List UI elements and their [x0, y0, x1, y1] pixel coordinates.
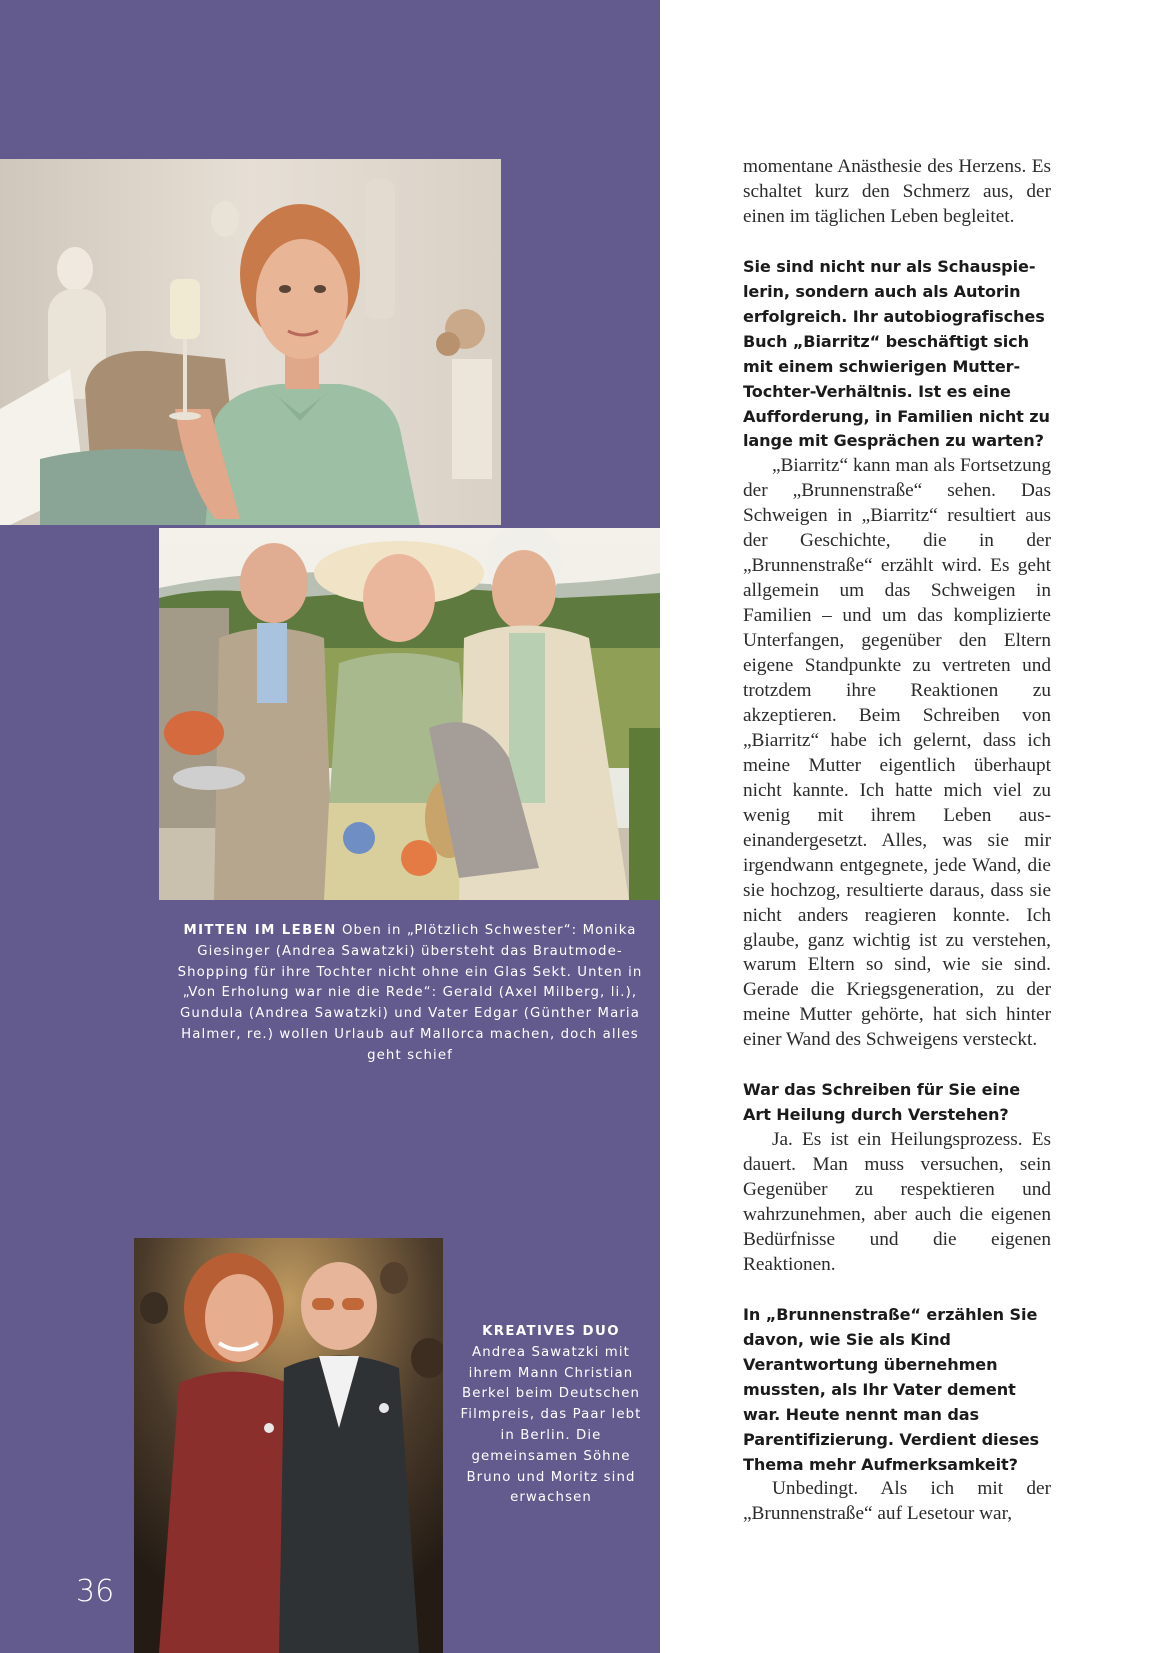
photo-caption-top	[175, 921, 645, 1067]
page-number: 36	[76, 1574, 115, 1609]
article-column	[743, 155, 1051, 1527]
interview-question: War das Schreiben für Sie eine Art Heilung durch Verstehen?	[743, 1080, 1021, 1125]
photo-sawatzki-berkel-couple	[134, 1238, 443, 1653]
photo-sawatzki-champagne	[0, 159, 501, 525]
caption-text: Andrea Sawatzki mit ihrem Mann Christian Berkel beim Deutschen Filmpreis, das Paar lebt in Berlin. Die gemeinsamen Söhne Bruno und Moritz sind erwachsen	[460, 1344, 642, 1506]
interview-answer: Unbedingt. Als ich mit der „Brunnenstraße“ auf Lesetour war,	[743, 1478, 1051, 1525]
caption-lead: MITTEN IM LEBEN	[183, 923, 337, 938]
interview-question: In „Brunnenstraße“ erzählen Sie davon, wie Sie als Kind Verantwortung übernehmen mussten, als Ihr Vater dement war. Heute nennt man das Parentifizierung. Verdient dieses Thema mehr Aufmerksamkeit?	[743, 1304, 1040, 1474]
photo-three-actors-outdoor	[159, 528, 660, 900]
photo-caption-bottom	[455, 1322, 647, 1509]
caption-text: Oben in „Plötzlich Schwester“: Monika Giesinger (Andrea Sawatzki) übersteht das Brautmode-Shopping für ihre Tochter nicht ohne ein Glas Sekt. Unten in „Von Erholung war nie die Rede“: Gerald (Axel Milberg, li.), Gundula (Andrea Sawatzki) und Vater Edgar (Günther Maria Halmer, re.) wollen Urlaub auf Mallorca machen, doch alles geht schief	[177, 923, 643, 1063]
interview-question: Sie sind nicht nur als Schauspielerin, sondern auch als Autorin erfolgreich. Ihr autobiografisches Buch „Biarritz“ beschäftigt sich mit einem schwierigen Mutter-Tochter-Verhältnis. Ist es eine Aufforderung, in Familien nicht zu lange mit Gesprächen zu warten?	[743, 256, 1050, 451]
article-paragraph: momentane Anästhesie des Herzens. Es schaltet kurz den Schmerz aus, der einen im täglichen Leben begleitet.	[743, 156, 1051, 227]
interview-answer: „Biarritz“ kann man als Fortsetzung der „Brunnenstraße“ sehen. Das Schweigen in „Biarritz“ resultiert aus der Geschichte, die in der „Brunnenstraße“ erzählt wird. Es geht allgemein um das Schweigen in Familien – und um das komplizierte Unterfangen, gegenüber den Eltern eigene Standpunkte zu vertreten und trotzdem ihre Reaktionen zu akzeptieren. Beim Schreiben von „Biarritz“ habe ich gelernt, dass ich meine Mutter eigentlich überhaupt nicht kannte. Ich hatte mich viel zu wenig mit ihrem Leben auseinandergesetzt. Alles, was sie mir irgendwann entgegnete, jede Wand, die sie hochzog, resultierte daraus, dass sie nicht anders reagieren konnte. Ich glaube, ganz wichtig ist zu verstehen, warum Eltern so sind, wie sie sind. Gerade die Kriegsgeneration, zu der meine Mutter gehörte, hat sich hinter einer Wand des Schweigens versteckt.	[743, 455, 1051, 1051]
caption-lead: KREATIVES DUO	[482, 1324, 620, 1339]
interview-answer: Ja. Es ist ein Heilungsprozess. Es dauert. Man muss versuchen, sein Gegenüber zu respektieren und wahrzunehmen, aber auch die eigenen Bedürfnisse und die eigenen Reaktionen.	[743, 1129, 1051, 1275]
